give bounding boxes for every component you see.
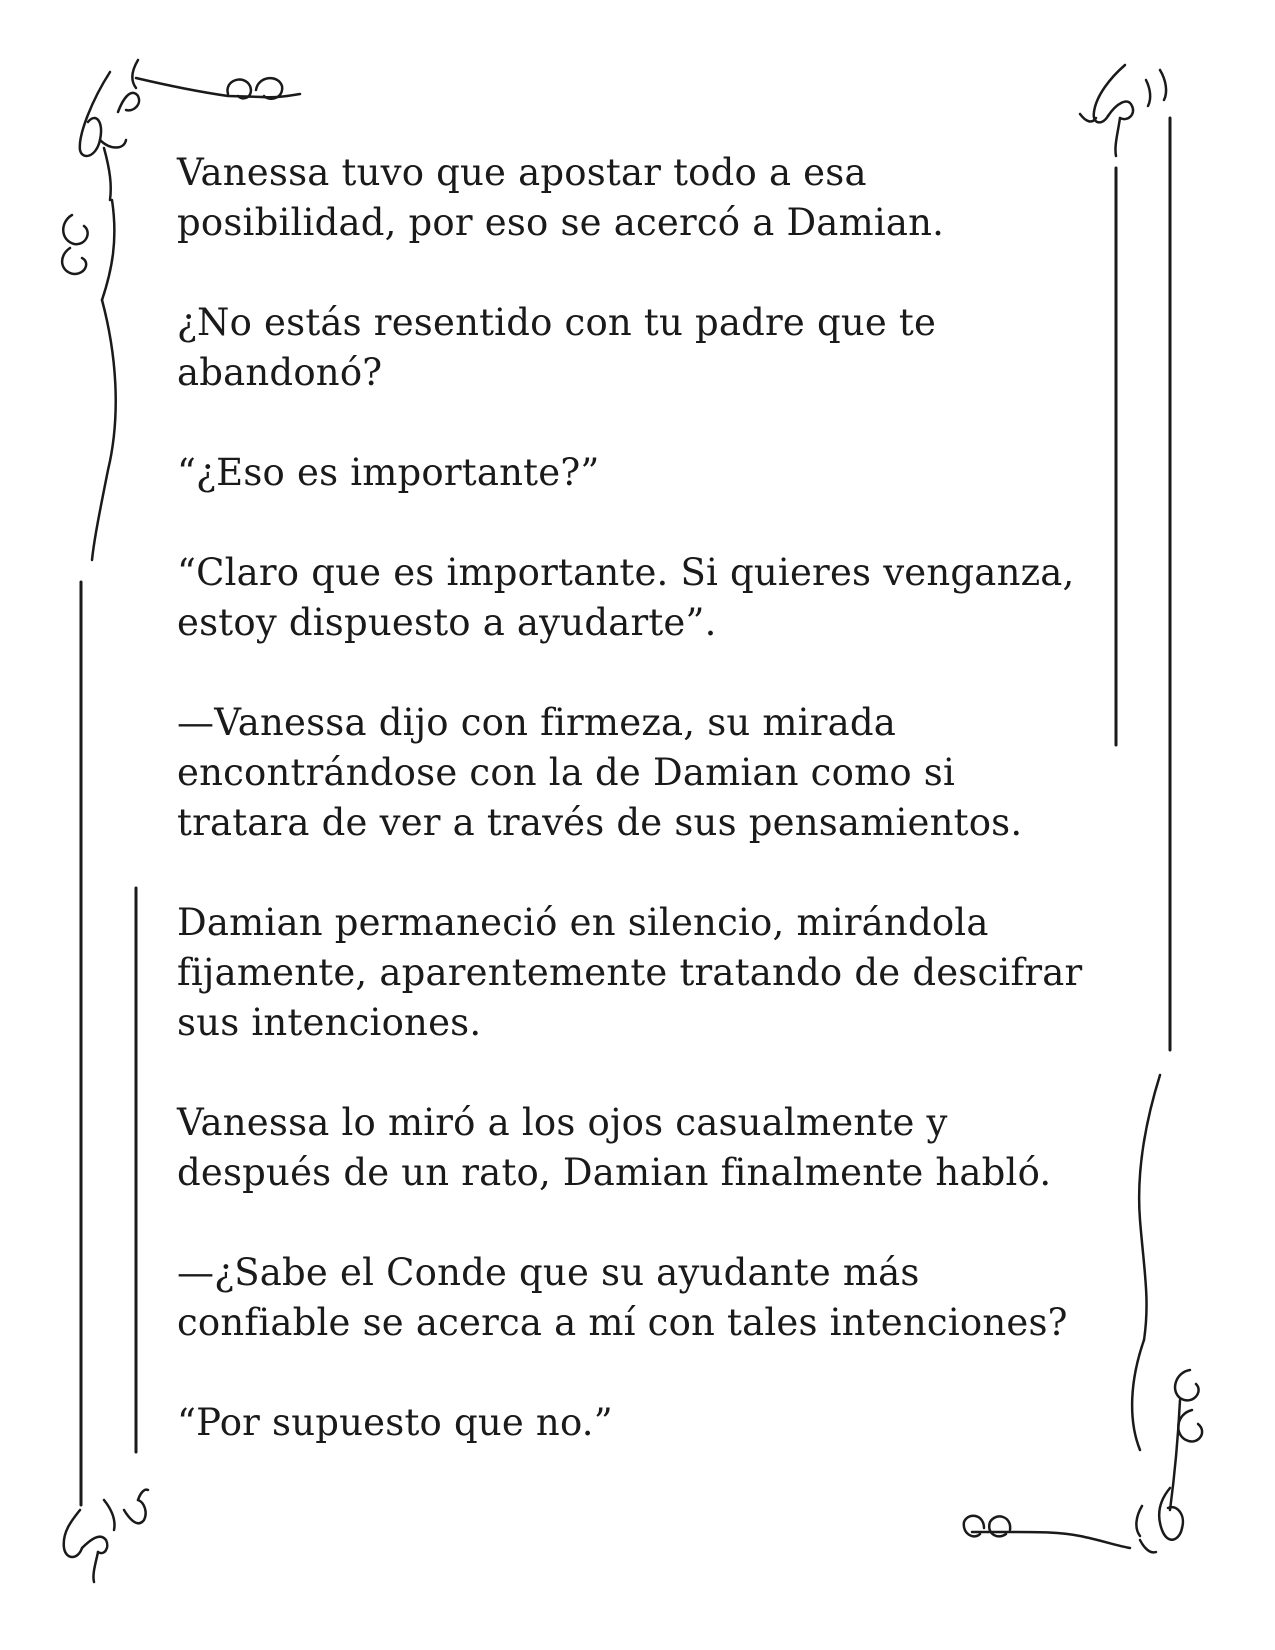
paragraph-2 — [177, 298, 1107, 398]
text-line: encontrándose con la de Damian como si — [177, 751, 956, 794]
text-line: después de un rato, Damian finalmente habló. — [177, 1151, 1052, 1194]
text-line: “¿Eso es importante?” — [177, 451, 600, 494]
text-line: tratara de ver a través de sus pensamientos. — [177, 801, 1023, 844]
text-line: —Vanessa dijo con firmeza, su mirada — [177, 701, 896, 744]
paragraph-8 — [177, 1248, 1107, 1348]
text-line: Vanessa tuvo que apostar todo a esa — [177, 151, 867, 194]
paragraph-6 — [177, 898, 1107, 1048]
paragraph-4 — [177, 548, 1107, 648]
text-line: confiable se acerca a mí con tales intenciones? — [177, 1301, 1068, 1344]
paragraph-7 — [177, 1098, 1107, 1198]
text-line: “Claro que es importante. Si quieres venganza, — [177, 551, 1075, 594]
paragraph-1 — [177, 148, 1107, 248]
text-line: “Por supuesto que no.” — [177, 1401, 613, 1444]
text-line: estoy dispuesto a ayudarte”. — [177, 601, 717, 644]
text-line: ¿No estás resentido con tu padre que te — [177, 301, 937, 344]
paragraph-5 — [177, 698, 1107, 848]
top-right-flourish-icon — [1080, 65, 1166, 156]
bottom-left-flourish-icon — [64, 1490, 148, 1582]
text-line: Damian permaneció en silencio, mirándola — [177, 901, 989, 944]
text-line: —¿Sabe el Conde que su ayudante más — [177, 1251, 920, 1294]
text-line: Vanessa lo miró a los ojos casualmente y — [177, 1101, 948, 1144]
page-body — [177, 148, 1107, 1498]
text-line: posibilidad, por eso se acercó a Damian. — [177, 201, 945, 244]
text-line: fijamente, aparentemente tratando de descifrar — [177, 951, 1083, 994]
paragraph-9 — [177, 1398, 1107, 1448]
text-line: sus intenciones. — [177, 1001, 482, 1044]
paragraph-3 — [177, 448, 1107, 498]
text-line: abandonó? — [177, 351, 383, 394]
